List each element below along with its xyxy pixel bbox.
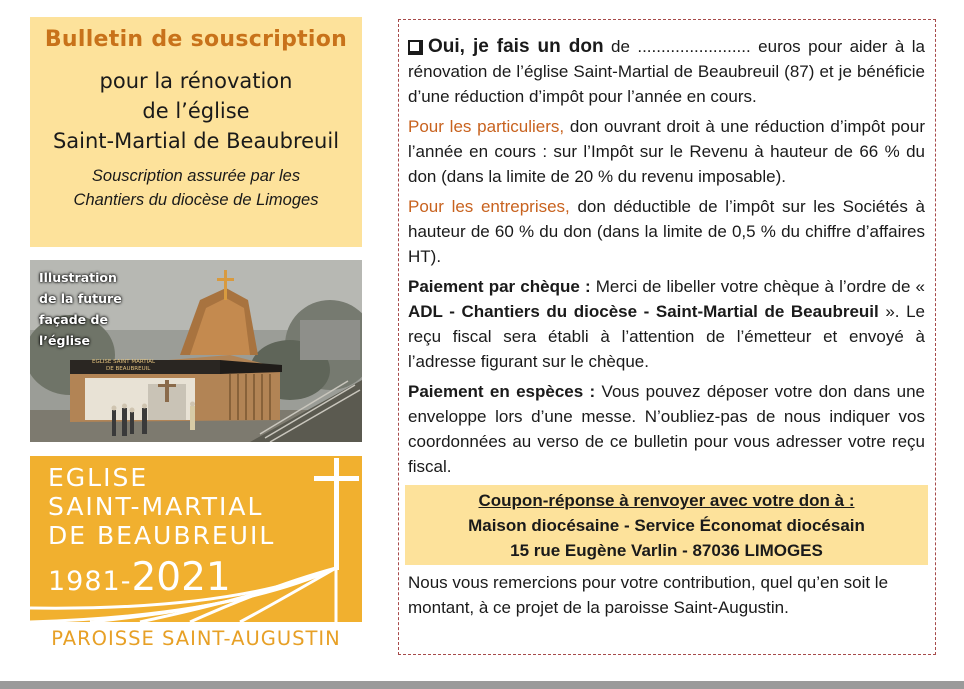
caption-line-1: Illustration	[39, 270, 117, 285]
parish-name: PAROISSE SAINT-AUGUSTIN	[51, 627, 341, 650]
title-line-2: de l’église	[142, 99, 250, 123]
anniv-line-3: DE BEAUBREUIL	[48, 521, 276, 550]
thanks-paragraph: Nous vous remercions pour votre contribution, quel qu’en soit le montant, à ce projet de la paroisse Saint-Augustin.	[408, 573, 889, 617]
cheque-label: Paiement par chèque :	[408, 277, 591, 296]
donation-checkbox[interactable]	[408, 40, 421, 53]
especes-text: Vous pouvez déposer votre don dans une enveloppe lors d’une messe. N’oubliez-pas de nous indiquer vos coordonnées au verso de ce bulletin pour vous adresser votre reçu fiscal.	[408, 382, 925, 476]
entreprises-text: don déductible de l’impôt sur les Sociétés à hauteur de 60 % du don (dans la limite de 0,5 % du chiffre d’affaires HT).	[408, 197, 926, 266]
anniversary-logo	[30, 456, 362, 656]
coupon-box	[405, 485, 928, 565]
title-box	[30, 17, 362, 247]
page-bottom-bar	[0, 681, 964, 689]
cheque-paragraph	[408, 274, 925, 374]
title-line-3: Saint-Martial de Beaubreuil	[52, 129, 340, 153]
anniv-years	[48, 555, 231, 600]
anniv-line-1: EGLISE	[48, 463, 149, 492]
sign-text-2: DE BEAUBREUIL	[106, 366, 151, 372]
especes-label: Paiement en espèces :	[408, 382, 596, 401]
caption-line-4: l’église	[39, 333, 90, 348]
subscription-note-line-2: Chantiers du diocèse de Limoges	[73, 191, 319, 209]
coupon-line-2: Maison diocésaine - Service Économat diocésain	[468, 516, 865, 535]
subscription-form	[398, 19, 936, 655]
particuliers-label: Pour les particuliers,	[408, 117, 565, 136]
donation-text: de ........................ euros pour aider à la rénovation de l’église Saint-Martial de Beaubreuil (87) et je bénéficie d’une réduction d’impôt pour l’année en cours.	[408, 37, 925, 106]
entreprises-paragraph	[408, 194, 925, 269]
subscription-note	[30, 164, 362, 212]
title-line-1: pour la rénovation	[99, 69, 293, 93]
year-start: 1981-	[48, 566, 132, 597]
cheque-text-1: Merci de libeller votre chèque à l’ordre de «	[590, 277, 925, 296]
particuliers-text: don ouvrant droit à une réduction d’impôt pour l’année en cours : sur l’Impôt sur le Revenu à hauteur de 66 % du don (dans la limite de 20 % du revenu imposable).	[408, 117, 925, 186]
bulletin-heading: Bulletin de souscription	[44, 27, 348, 52]
especes-paragraph	[408, 379, 925, 479]
sign-text-1: EGLISE SAINT MARTIAL	[92, 359, 156, 365]
caption-line-3: façade de	[39, 312, 108, 327]
particuliers-paragraph	[408, 114, 925, 189]
church-illustration	[30, 260, 362, 442]
caption-line-2: de la future	[39, 291, 122, 306]
year-end: 2021	[131, 555, 231, 600]
subscription-note-line-1: Souscription assurée par les	[91, 167, 301, 185]
cheque-text-2: ». Le reçu fiscal sera établi à l’attention de l’émetteur et envoyé à l’adresse figurant sur le chèque.	[408, 302, 925, 371]
entreprises-label: Pour les entreprises,	[408, 197, 570, 216]
coupon-line-3: 15 rue Eugène Varlin - 87036 LIMOGES	[510, 541, 823, 560]
coupon-line-1: Coupon-réponse à renvoyer avec votre don à :	[478, 491, 855, 510]
cheque-payee: ADL - Chantiers du diocèse - Saint-Martial de Beaubreuil	[408, 302, 879, 321]
donation-paragraph	[408, 34, 925, 109]
illustration-caption	[39, 267, 149, 351]
donation-oui: Oui, je fais un don	[428, 36, 604, 57]
anniv-line-2: SAINT-MARTIAL	[48, 492, 264, 521]
